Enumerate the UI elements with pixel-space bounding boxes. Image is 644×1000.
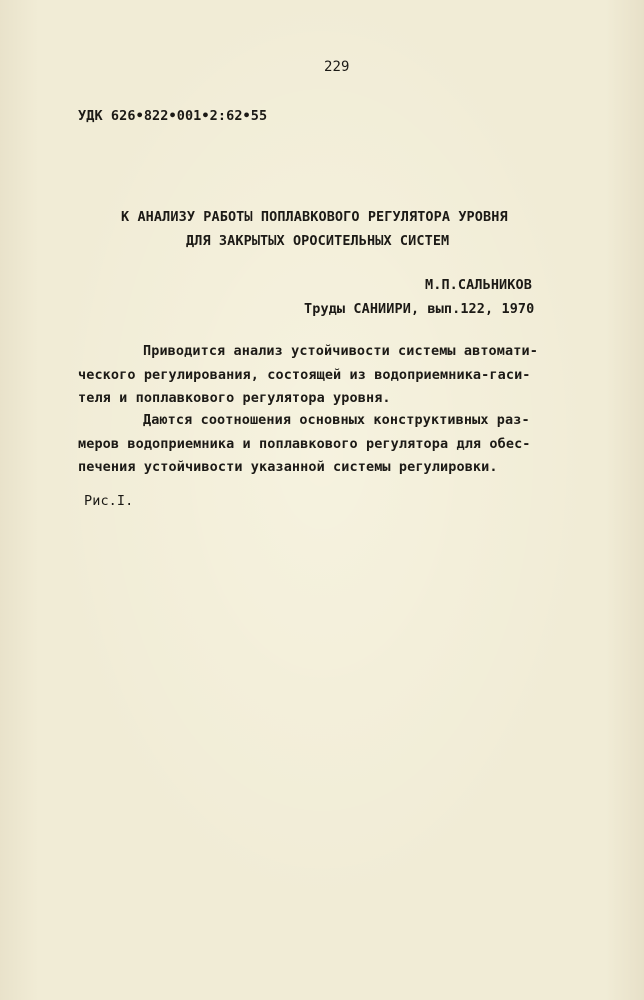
- page-number: 229: [324, 59, 350, 75]
- abstract-line: печения устойчивости указанной системы регулировки.: [78, 459, 498, 475]
- abstract-line: Приводится анализ устойчивости системы автомати-: [143, 343, 538, 359]
- abstract-line: меров водоприемника и поплавкового регулятора для обес-: [78, 436, 531, 452]
- article-title-line-1: К АНАЛИЗУ РАБОТЫ ПОПЛАВКОВОГО РЕГУЛЯТОРА УРОВНЯ: [121, 209, 508, 225]
- article-title-line-2: ДЛЯ ЗАКРЫТЫХ ОРОСИТЕЛЬНЫХ СИСТЕМ: [186, 233, 450, 249]
- author-name: М.П.САЛЬНИКОВ: [425, 277, 532, 293]
- abstract-line: ческого регулирования, состоящей из водоприемника-гаси-: [78, 367, 531, 383]
- abstract-line: теля и поплавкового регулятора уровня.: [78, 390, 391, 406]
- abstract-line: Даются соотношения основных конструктивных раз-: [143, 412, 530, 428]
- publication-source: Труды САНИИРИ, вып.122, 1970: [304, 301, 535, 317]
- udc-code: УДК 626•822•001•2:62•55: [78, 108, 268, 124]
- figures-note: Рис.I.: [84, 493, 134, 509]
